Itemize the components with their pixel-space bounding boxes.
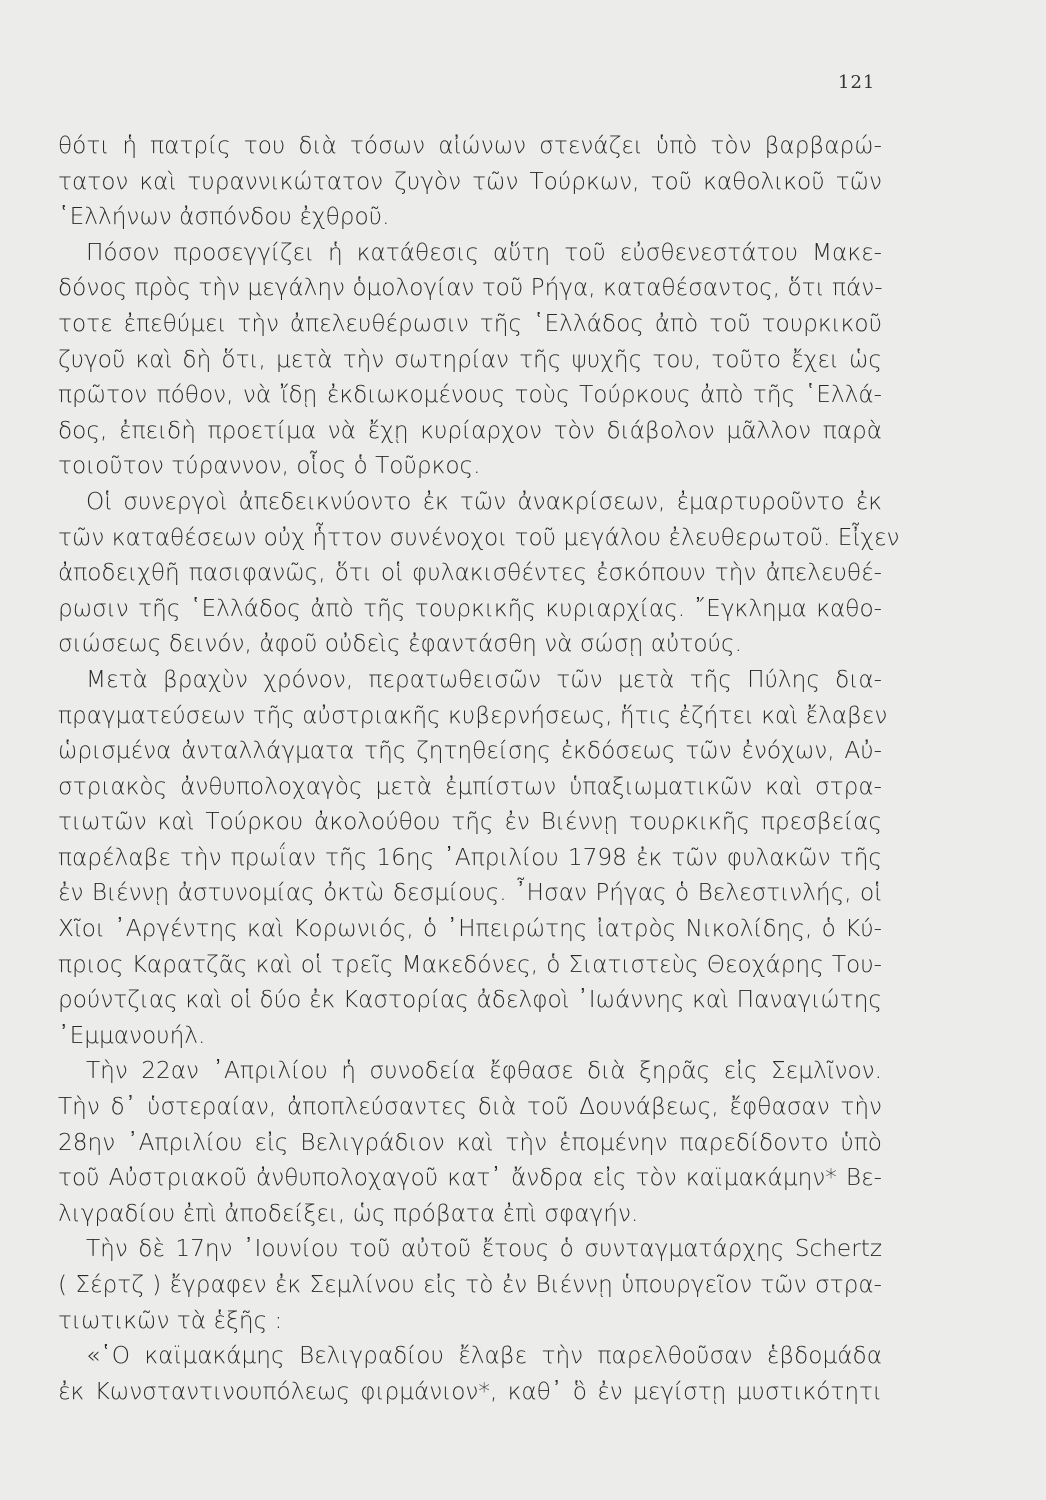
text-line: ρούντζιας καὶ οἱ δύο ἐκ Καστορίας ἀδελφοὶ ᾿Ιωάννης καὶ Παναγιώτης bbox=[58, 986, 882, 1014]
text-line: Οἱ συνεργοὶ ἀπεδεικνύοντο ἐκ τῶν ἀνακρίσεων, ἐμαρτυροῦντο ἐκ bbox=[86, 487, 882, 515]
paragraph bbox=[58, 1053, 882, 1231]
text-line: Τὴν δὲ 17ην ᾿Ιουνίου τοῦ αὐτοῦ ἔτους ὁ συνταγματάρχης Schertz bbox=[86, 1235, 882, 1263]
text-line: Μετὰ βραχὺν χρόνον, περατωθεισῶν τῶν μετὰ τῆς Πύλης δια- bbox=[86, 665, 882, 693]
text-line: ἐν Βιέννῃ ἀστυνομίας ὀκτὼ δεσμίους. ῏Ησαν Ρήγας ὁ Βελεστινλής, οἱ bbox=[58, 879, 882, 907]
text-line: Χῖοι ᾿Αργέντης καὶ Κορωνιός, ὁ ᾿Ηπειρώτης ἰατρὸς Νικολίδης, ὁ Κύ- bbox=[58, 915, 882, 943]
text-line: πριος Καρατζᾶς καὶ οἱ τρεῖς Μακεδόνες, ὁ Σιατιστεὺς Θεοχάρης Του- bbox=[58, 950, 882, 978]
text-line: δόνος πρὸς τὴν μεγάλην ὁμολογίαν τοῦ Ρήγα, καταθέσαντος, ὅτι πάν- bbox=[58, 274, 883, 302]
text-line: ζυγοῦ καὶ δὴ ὅτι, μετὰ τὴν σωτηρίαν τῆς ψυχῆς του, τοῦτο ἔχει ὡς bbox=[58, 345, 882, 373]
paragraph bbox=[58, 235, 882, 484]
text-line: λιγραδίου ἐπὶ ἀποδείξει, ὡς πρόβατα ἐπὶ σφαγήν. bbox=[58, 1199, 639, 1227]
text-line: «῾Ο καϊμακάμης Βελιγραδίου ἔλαβε τὴν παρελθοῦσαν ἑβδομάδα bbox=[86, 1342, 882, 1370]
text-line: δος, ἐπειδὴ προετίμα νὰ ἔχῃ κυρίαρχον τὸν διάβολον μᾶλλον παρὰ bbox=[58, 416, 882, 444]
page-number: 121 bbox=[838, 72, 876, 93]
body-text bbox=[58, 128, 900, 1409]
text-line: πραγματεύσεων τῆς αὐστριακῆς κυβερνήσεως, ἥτις ἐζήτει καὶ ἔλαβεν bbox=[58, 701, 888, 729]
paragraph bbox=[58, 128, 882, 235]
paragraph bbox=[58, 662, 888, 1054]
text-line: ῾Ελλήνων ἀσπόνδου ἐχθροῦ. bbox=[58, 203, 390, 231]
text-line: Τὴν 22αν ᾿Απριλίου ἡ συνοδεία ἔφθασε διὰ ξηρᾶς εἰς Σεμλῖνον. bbox=[86, 1057, 882, 1085]
text-line: πρῶτον πόθον, νὰ ἴδῃ ἐκδιωκομένους τοὺς Τούρκους ἀπὸ τῆς ῾Ελλά- bbox=[58, 381, 882, 409]
text-line: 28ην ᾿Απριλίου εἰς Βελιγράδιον καὶ τὴν ἑπομένην παρεδίδοντο ὑπὸ bbox=[58, 1128, 882, 1156]
text-line: τιωτῶν καὶ Τούρκου ἀκολούθου τῆς ἐν Βιέννῃ τουρκικῆς πρεσβείας bbox=[58, 808, 882, 836]
text-line: ( Σέρτζ ) ἔγραφεν ἐκ Σεμλίνου εἰς τὸ ἐν Βιέννῃ ὑπουργεῖον τῶν στρα- bbox=[58, 1271, 882, 1298]
paragraph bbox=[58, 1338, 882, 1409]
text-line: σιώσεως δεινόν, ἀφοῦ οὐδεὶς ἐφαντάσθη νὰ σώσῃ αὐτούς. bbox=[58, 630, 742, 658]
text-line: ἀποδειχθῆ πασιφανῶς, ὅτι οἱ φυλακισθέντες ἐσκόπουν τὴν ἀπελευθέ- bbox=[58, 559, 882, 587]
text-line: θότι ἡ πατρίς του διὰ τόσων αἰώνων στενάζει ὑπὸ τὸν βαρβαρώ- bbox=[58, 132, 882, 159]
text-line: τιωτικῶν τὰ ἑξῆς : bbox=[58, 1306, 283, 1334]
text-line: τατον καὶ τυραννικώτατον ζυγὸν τῶν Τούρκων, τοῦ καθολικοῦ τῶν bbox=[58, 167, 882, 195]
text-line: τῶν καταθέσεων οὐχ ἧττον συνένοχοι τοῦ μεγάλου ἐλευθερωτοῦ. Εἶχεν bbox=[58, 523, 900, 551]
text-line: ᾿Εμμανουήλ. bbox=[58, 1021, 206, 1049]
text-line: τοιοῦτον τύραννον, οἷος ὁ Τοῦρκος. bbox=[58, 452, 481, 480]
paragraph bbox=[58, 484, 900, 662]
paragraph bbox=[58, 1231, 882, 1338]
text-line: τοῦ Αὐστριακοῦ ἀνθυπολοχαγοῦ κατ᾿ ἄνδρα εἰς τὸν καϊμακάμην* Βε- bbox=[58, 1164, 882, 1192]
text-line: ὡρισμένα ἀνταλλάγματα τῆς ζητηθείσης ἐκδόσεως τῶν ἐνόχων, Αὐ- bbox=[58, 737, 882, 765]
text-line: στριακὸς ἀνθυπολοχαγὸς μετὰ ἐμπίστων ὑπαξιωματικῶν καὶ στρα- bbox=[58, 772, 882, 800]
text-line: τοτε ἐπεθύμει τὴν ἀπελευθέρωσιν τῆς ῾Ελλάδος ἀπὸ τοῦ τουρκικοῦ bbox=[58, 309, 882, 337]
text-line: ἐκ Κωνσταντινουπόλεως φιρμάνιον*, καθ᾿ ὃ ἐν μεγίστῃ μυστικότητι bbox=[58, 1377, 882, 1405]
text-line: Πόσον προσεγγίζει ἡ κατάθεσις αὕτη τοῦ εὐσθενεστάτου Μακε- bbox=[86, 238, 882, 266]
text-line: παρέλαβε τὴν πρωΐαν τῆς 16ης ᾿Απριλίου 1798 ἐκ τῶν φυλακῶν τῆς bbox=[58, 843, 882, 871]
text-line: ρωσιν τῆς ῾Ελλάδος ἀπὸ τῆς τουρκικῆς κυριαρχίας. ῎Εγκλημα καθο- bbox=[58, 594, 882, 622]
text-line: Τὴν δ᾿ ὑστεραίαν, ἀποπλεύσαντες διὰ τοῦ Δουνάβεως, ἔφθασαν τὴν bbox=[58, 1093, 882, 1121]
